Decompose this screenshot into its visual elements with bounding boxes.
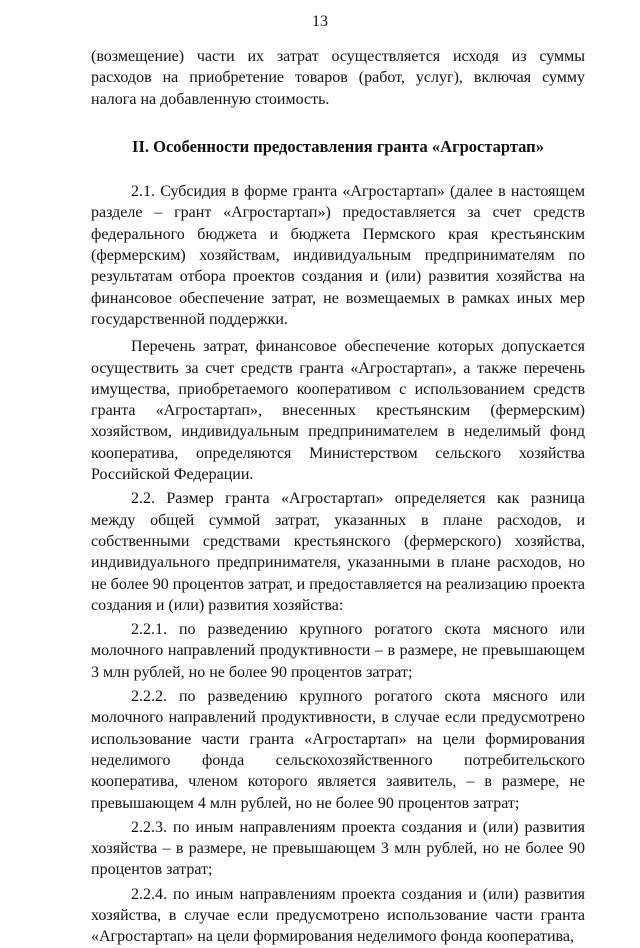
document-body <box>91 46 585 948</box>
paragraph-2-2-1: 2.2.1. по разведению крупного рогатого скота мясного или молочного направлений продуктивности – в размере, не превышающем 3 млн рублей, но не более 90 процентов затрат; <box>91 621 585 681</box>
paragraph-2-2-4: 2.2.4. по иным направлениям проекта создания и (или) развития хозяйства, в случае если предусмотрено использование части гранта «Агростартап» на цели формирования неделимого фонда кооператива, <box>91 885 585 946</box>
paragraph-continuation: (возмещение) части их затрат осуществляется исходя из суммы расходов на приобретение товаров (работ, услуг), включая сумму налога на добавленную стоимость. <box>91 48 585 108</box>
paragraph-2-2: 2.2. Размер гранта «Агростартап» определяется как разница между общей суммой затрат, указанных в плане расходов, и собственными средствами крестьянского (фермерского) хозяйства, индивидуального предпринимателя, указанными в плане расходов, но не более 90 процентов затрат, и предоставляется на реализацию проекта создания и (или) развития хозяйства: <box>91 490 585 614</box>
section-heading: II. Особенности предоставления гранта «Агростартап» <box>132 136 544 156</box>
page-number: 13 <box>312 13 328 30</box>
paragraph-2-2-2: 2.2.2. по разведению крупного рогатого скота мясного или молочного направлений продуктивности, в случае если предусмотрено использование части гранта «Агростартап» на цели формирования неделимого фонда сельскохозяйственного потребительского кооператива, членом которого является заявитель, – в размере, не превышающем 4 млн рублей, но не более 90 процентов затрат; <box>91 688 585 812</box>
paragraph-expense-list: Перечень затрат, финансовое обеспечение которых допускается осуществить за счет средств гранта «Агростартап», а также перечень имущества, приобретаемого кооперативом с использованием средств гранта «Агростартап», внесенных крестьянским (фермерским) хозяйством, индивидуальным предпринимателем в неделимый фонд кооператива, определяются Министерством сельского хозяйства Российской Федерации. <box>91 338 585 484</box>
paragraph-2-2-3: 2.2.3. по иным направлениям проекта создания и (или) развития хозяйства – в размере, не превышающем 3 млн рублей, но не более 90 процентов затрат; <box>91 818 585 879</box>
paragraph-2-1: 2.1. Субсидия в форме гранта «Агростартап» (далее в настоящем разделе – грант «Агростартап») предоставляется за счет средств федерального бюджета и бюджета Пермского края крестьянским (фермерским) хозяйствам, индивидуальным предпринимателям по результатам отбора проектов создания и (или) развития хозяйства на финансовое обеспечение затрат, не возмещаемых в рамках иных мер государственной поддержки. <box>91 183 585 328</box>
